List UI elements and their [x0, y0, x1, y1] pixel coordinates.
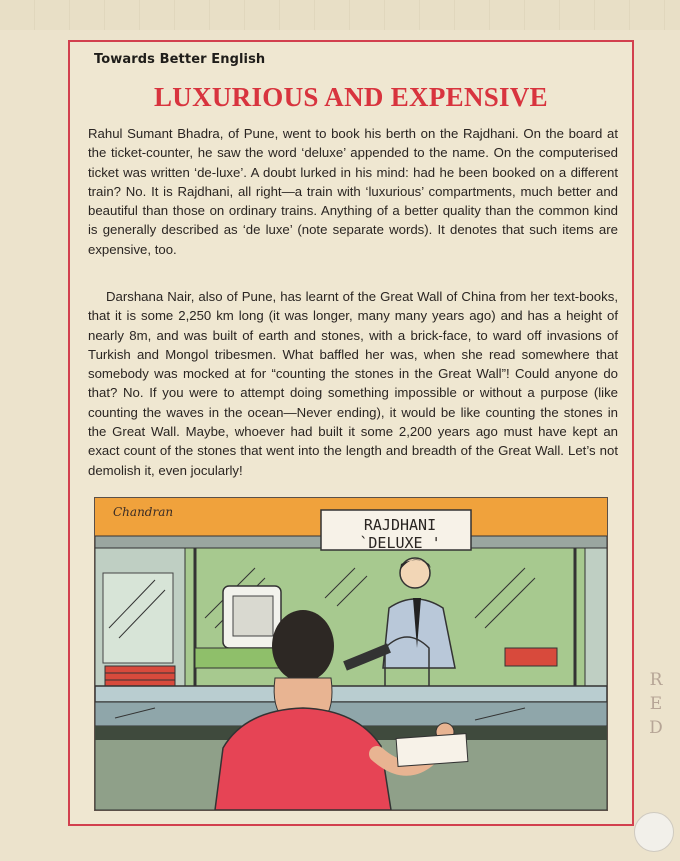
red-books — [105, 666, 175, 673]
paper-top-strip — [0, 0, 680, 30]
rajdhani-sign-text — [331, 516, 469, 552]
counter — [95, 686, 607, 702]
article-paragraph-1: Rahul Sumant Bhadra, of Pune, went to book his berth on the Rajdhani. On the board at the ticket-counter, he saw the word ‘deluxe’ appended to the name. On the computerised ticket was written ‘de-luxe’. A doubt lurked in his mind: had he been booked on a different train? No. It is Rajdhani, all right—a train with ‘luxurious’ compartments, much better and beautiful than those on ordinary trains. Anything of a better quality than the common kind is generally described as ‘de luxe’ (note separate words). It denotes that such items are expensive, too. — [88, 126, 618, 257]
sign-line-1: RAJDHANI — [363, 516, 437, 534]
article-paragraph-2: Darshana Nair, also of Pune, has learnt of the Great Wall of China from her text-books, that it is some 2,250 km long (it was longer, many many years ago) and has a height of nearly 8m, and was built of earth and stones, with a brick-face, to ward off invasions of Turkish and Mongol tribesmen. What baffled her was, when she read somewhere that somebody was mocked at for “counting the stones in the Great Wall”! Could anyone do that? No. If you were to attempt doing something impossible or without a purpose (like counting the waves in the ocean—Never ending), it would be like counting the stones in the Great Wall. Maybe, whoever had built it some 2,200 years ago must have kept an exact count of the stones that went into the length and breadth of the Great Wall. Let’s not demolish it, even jocularly! — [88, 289, 618, 478]
article-frame — [68, 40, 634, 826]
column-kicker: Towards Better English — [94, 52, 266, 67]
artist-signature: Chandran — [113, 505, 174, 519]
article-title: LUXURIOUS AND EXPENSIVE — [154, 82, 548, 112]
customer — [272, 610, 334, 682]
margin-handwriting: R E D — [649, 670, 663, 738]
ticket — [396, 734, 468, 767]
library-stamp-icon — [634, 812, 674, 852]
cartoon-illustration — [94, 497, 608, 811]
sign-line-2: `DELUXE ' — [359, 534, 441, 552]
